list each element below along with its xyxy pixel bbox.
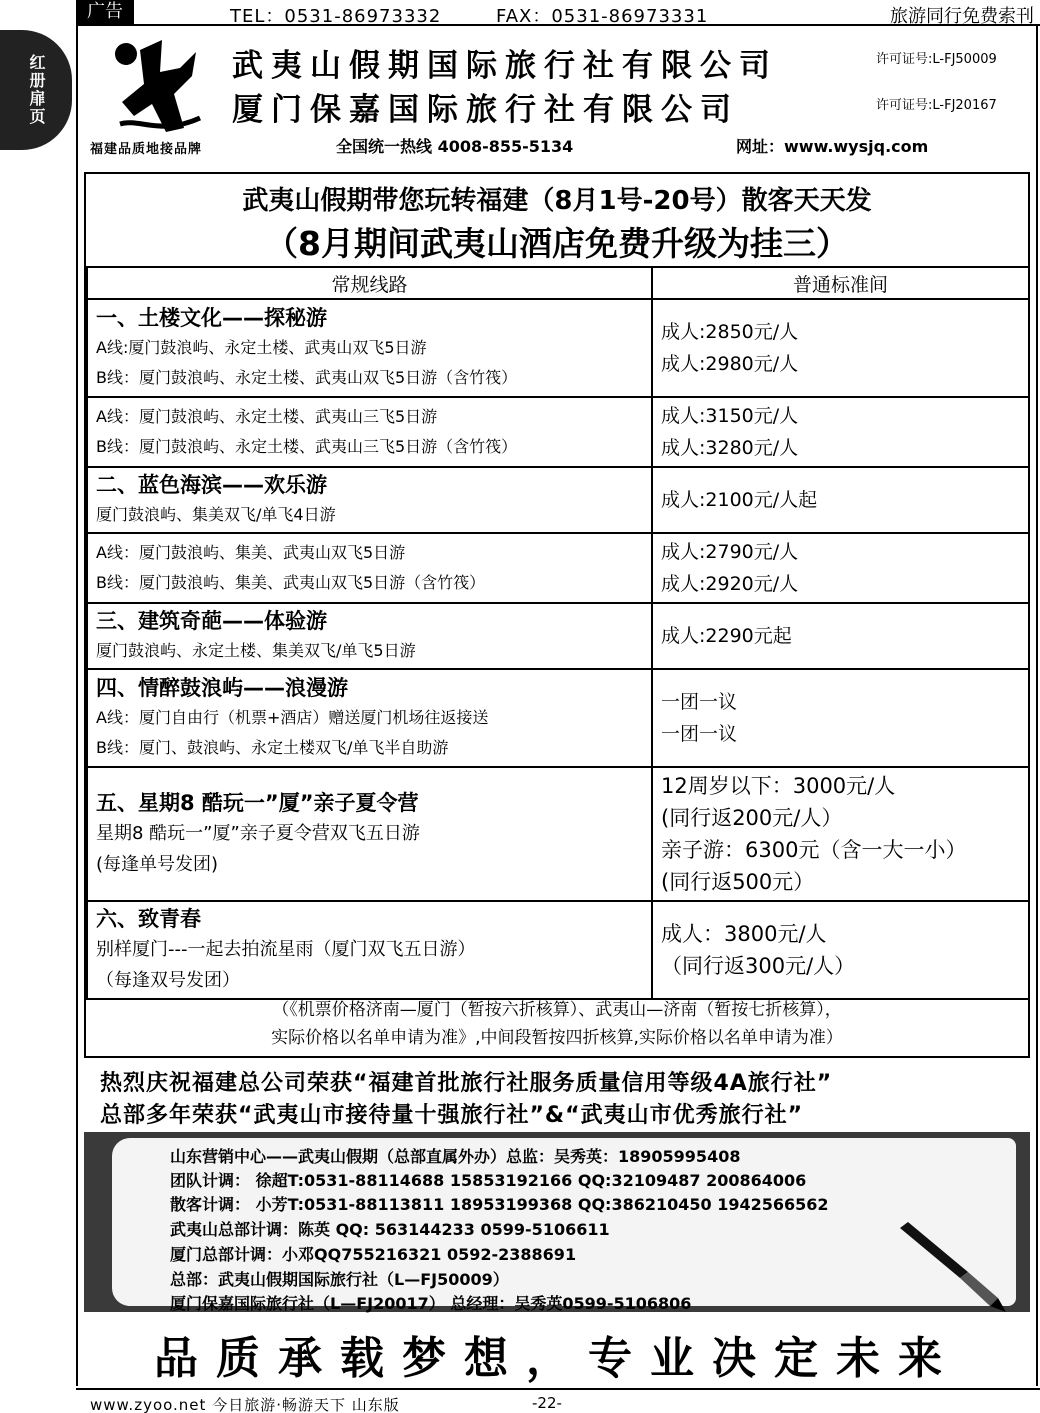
table-row	[87, 467, 1029, 533]
price-line: 成人：3800元/人	[661, 922, 827, 946]
price-cell	[652, 299, 1029, 397]
table-row	[87, 669, 1029, 767]
ticket-price-note	[86, 996, 1028, 1052]
route-line: B线：厦门、鼓浪屿、永定土楼双飞/单飞半自助游	[96, 738, 449, 757]
contact-line: 散客计调： 小芳T:0531-88113811 18953199368 QQ:386210450 1942566562	[170, 1195, 829, 1214]
contact-scroll	[112, 1138, 1016, 1313]
ad-label: 广告	[76, 0, 134, 24]
price-line: 成人:2790元/人	[661, 541, 799, 563]
route-line: B线：厦门鼓浪屿、集美、武夷山双飞5日游（含竹筏）	[96, 573, 486, 592]
price-line: 一团一议	[661, 691, 738, 713]
route-title: 六、致青春	[96, 907, 201, 931]
award-announcement-2: 总部多年荣获“武夷山市接待量十强旅行社”&“武夷山市优秀旅行社”	[100, 1103, 804, 1128]
license-number-2: 许可证号:L-FJ20167	[876, 98, 997, 113]
route-line: A线：厦门鼓浪屿、永定土楼、武夷山三飞5日游	[96, 407, 438, 426]
promo-headline: 武夷山假期带您玩转福建（8月1号-20号）散客天天发	[242, 186, 872, 216]
route-line: A线:厦门鼓浪屿、永定土楼、武夷山双飞5日游	[96, 338, 427, 357]
price-cell	[652, 669, 1029, 767]
column-header-route: 常规线路	[87, 267, 652, 299]
tour-price-box	[84, 172, 1030, 1058]
table-row	[87, 299, 1029, 397]
price-line: 成人:2850元/人	[661, 321, 799, 343]
price-cell	[652, 603, 1029, 669]
route-cell	[87, 467, 652, 533]
route-title: 五、星期8 酷玩一”厦”亲子夏令营	[96, 791, 419, 815]
price-line: (同行返500元）	[661, 870, 815, 894]
license-number-1: 许可证号:L-FJ50009	[876, 52, 997, 67]
route-line: B线：厦门鼓浪屿、永定土楼、武夷山双飞5日游（含竹筏）	[96, 368, 518, 387]
brand-slogan: 福建品质地接品牌	[90, 142, 203, 157]
side-tab-label: 红册扉页	[27, 54, 46, 126]
table-row	[87, 397, 1029, 467]
price-line: 成人:2920元/人	[661, 573, 799, 595]
award-announcement-1: 热烈庆祝福建总公司荣获“福建首批旅行社服务质量信用等级4A旅行社”	[100, 1071, 833, 1096]
route-line: 厦门鼓浪屿、集美双飞/单飞4日游	[96, 505, 336, 524]
side-section-tab	[0, 30, 72, 150]
price-line: 成人:2980元/人	[661, 353, 799, 375]
fountain-pen-icon	[890, 1218, 1010, 1313]
route-cell	[87, 299, 652, 397]
company-name-xiamen: 厦门保嘉国际旅行社有限公司	[232, 92, 739, 128]
price-cell	[652, 533, 1029, 603]
price-line: 成人:2290元起	[661, 625, 792, 647]
contact-line: 团队计调： 徐超T:0531-88114688 15853192166 QQ:32109487 200864006	[170, 1171, 807, 1190]
route-cell	[87, 397, 652, 467]
route-title: 二、蓝色海滨——欢乐游	[96, 473, 327, 497]
route-cell	[87, 901, 652, 999]
route-line: 别样厦门---一起去拍流星雨（厦门双飞五日游）	[96, 939, 476, 960]
table-row	[87, 901, 1029, 999]
route-price-table	[86, 266, 1030, 1000]
page-number: -22-	[532, 1394, 562, 1412]
table-row	[87, 603, 1029, 669]
price-cell	[652, 901, 1029, 999]
route-title: 一、土楼文化——探秘游	[96, 306, 327, 330]
fax-number: FAX：0531-86973331	[496, 6, 709, 27]
price-cell	[652, 397, 1029, 467]
route-cell	[87, 603, 652, 669]
website-url: 网址：www.wysjq.com	[736, 137, 929, 156]
table-header-row	[87, 267, 1029, 299]
contact-line: 山东营销中心——武夷山假期（总部直属外办）总监：吴秀英：18905995408	[170, 1147, 741, 1166]
index-title: 旅游同行免费索刊	[890, 6, 1034, 27]
price-line: 成人:3280元/人	[661, 437, 799, 459]
price-line: 成人:3150元/人	[661, 405, 799, 427]
company-header	[76, 26, 1040, 160]
price-cell	[652, 467, 1029, 533]
route-line: (每逢单号发团)	[96, 854, 219, 875]
top-bar	[76, 0, 1040, 26]
price-cell	[652, 767, 1029, 901]
column-header-price: 普通标准间	[652, 267, 1029, 299]
route-cell	[87, 533, 652, 603]
footer-publication: www.zyoo.net 今日旅游·畅游天下 山东版	[90, 1396, 400, 1413]
route-line: A线：厦门鼓浪屿、集美、武夷山双飞5日游	[96, 543, 406, 562]
promo-subheadline: （8月期间武夷山酒店免费升级为挂三）	[265, 224, 849, 263]
price-line: (同行返200元/人）	[661, 806, 843, 830]
table-row	[87, 533, 1029, 603]
route-title: 四、情醉鼓浪屿——浪漫游	[96, 676, 348, 700]
ticket-note-line: （《机票价格济南—厦门（暂按六折核算）、武夷山—济南（暂按七折核算），	[272, 1000, 842, 1020]
route-line: 星期8 酷玩一”厦”亲子夏令营双飞五日游	[96, 823, 420, 844]
ticket-note-line: 实际价格以名单申请为准》,中间段暂按四折核算,实际价格以名单申请为准）	[271, 1028, 843, 1048]
contact-line: 厦门保嘉国际旅行社（L—FJ20017） 总经理：吴秀英0599-5106806	[170, 1294, 692, 1313]
contact-line: 厦门总部计调：小邓QQ755216321 0592-2388691	[170, 1245, 577, 1264]
route-line: （每逢双号发团）	[96, 970, 240, 991]
price-line: （同行返300元/人）	[661, 954, 856, 978]
price-line: 成人:2100元/人起	[661, 489, 818, 511]
tel-number: TEL：0531-86973332	[230, 6, 442, 27]
route-cell	[87, 767, 652, 901]
route-line: A线：厦门自由行（机票+酒店）赠送厦门机场往返接送	[96, 708, 489, 727]
route-cell	[87, 669, 652, 767]
price-line: 12周岁以下：3000元/人	[661, 774, 896, 798]
table-row	[87, 767, 1029, 901]
company-name-wuyishan: 武夷山假期国际旅行社有限公司	[232, 48, 778, 84]
route-line: B线：厦门鼓浪屿、永定土楼、武夷山三飞5日游（含竹筏）	[96, 437, 518, 456]
page-footer	[76, 1388, 1040, 1413]
contact-line: 总部：武夷山假期国际旅行社（L—FJ50009）	[170, 1270, 509, 1289]
company-logo	[100, 32, 210, 142]
contact-box	[84, 1132, 1030, 1312]
route-line: 厦门鼓浪屿、永定土楼、集美双飞/单飞5日游	[96, 641, 416, 660]
price-line: 一团一议	[661, 723, 738, 745]
route-title: 三、建筑奇葩——体验游	[96, 609, 327, 633]
price-line: 亲子游：6300元（含一大一小）	[661, 838, 967, 862]
contact-line: 武夷山总部计调：陈英 QQ: 563144233 0599-5106611	[170, 1220, 610, 1239]
hotline: 全国统一热线 4008-855-5134	[336, 137, 574, 156]
bottom-slogan: 品质承载梦想，专业决定未来	[154, 1333, 960, 1384]
